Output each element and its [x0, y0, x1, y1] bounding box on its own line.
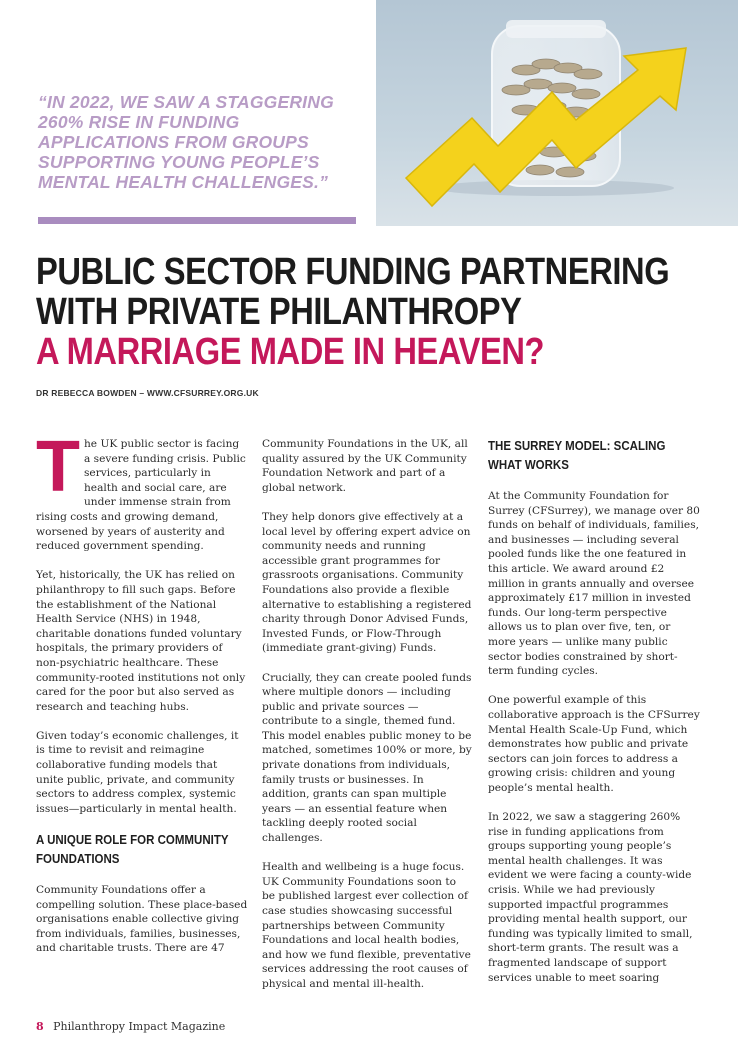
paragraph: In 2022, we saw a staggering 260% rise in funding applications from groups supporting young people’s mental health challenges. It was evident we were facing a county-wide crisis. While we had previously supported impactful programmes providing mental health support, our funding was typically limited to small, short-term grants. The result was a fragmented landscape of support services unable to meet soaring	[488, 811, 693, 984]
article-column-3	[488, 437, 700, 1000]
paragraph: Yet, historically, the UK has relied on philanthropy to fill such gaps. Before the establishment of the National Health Service (NHS) in 1948, charitable donations funded voluntary hospitals, the primary providers of non-psychiatric healthcare. These community-rooted institutions not only cared for the poor but also served as research and teaching hubs.	[36, 569, 246, 713]
headline-subtitle: A MARRIAGE MADE IN HEAVEN?	[36, 331, 545, 373]
intro-paragraph	[36, 427, 248, 554]
hero-photo	[376, 0, 738, 226]
paragraph: Health and wellbeing is a huge focus. UK Community Foundations soon to be published largest ever collection of case studies showcasing successful partnerships between Community Foundations and local health bodies, and how we fund flexible, preventative services addressing the root causes of physical and mental ill-health.	[262, 861, 471, 990]
pull-quote: “IN 2022, WE SAW A STAGGERING 260% RISE IN FUNDING APPLICATIONS FROM GROUPS SUPPORTING YOUNG PEOPLE’S MENTAL HEALTH CHALLENGES.”	[38, 92, 334, 192]
headline-line-1: PUBLIC SECTOR FUNDING PARTNERING	[36, 251, 670, 293]
paragraph: At the Community Foundation for Surrey (CFSurrey), we manage over 80 funds on behalf of individuals, families, and businesses — including several pooled funds like the one featured in this article. We award around £2 million in grants annually and oversee approximately £17 million in invested funds. Our long-term perspective allows us to plan over five, ten, or more years — unlike many public sector bodies constrained by short-term funding cycles.	[488, 490, 700, 678]
article-column-1	[36, 427, 248, 971]
article-column-2	[262, 437, 472, 1006]
paragraph: Crucially, they can create pooled funds where multiple donors — including public and private sources — contribute to a single, themed fund. This model enables public money to be matched, sometimes 100% or more, by private donations from individuals, family trusts or businesses. In addition, grants can span multiple years — an essential feature when tackling deeply rooted social challenges.	[262, 671, 472, 845]
subheading-unique-role: A UNIQUE ROLE FOR COMMUNITY FOUNDATIONS	[36, 833, 229, 867]
headline-line-2: WITH PRIVATE PHILANTHROPY	[36, 291, 522, 333]
pull-quote-bar	[38, 217, 356, 224]
paragraph: One powerful example of this collaborative approach is the CFSurrey Mental Health Scale-Up Fund, which demonstrates how public and private sectors can join forces to address a growing crisis: children and young people’s mental health.	[488, 694, 700, 794]
paragraph: Community Foundations offer a compelling solution. These place-based organisations enable collective giving from individuals, families, businesses, and charitable trusts. There are 47	[36, 884, 248, 955]
page-number: 8	[36, 1020, 44, 1033]
magazine-name: Philanthropy Impact Magazine	[53, 1020, 226, 1033]
paragraph-text: he UK public sector is facing a severe funding crisis. Public services, particularly in health and social care, are under immense strain from rising costs and growing demand, worsened by years of austerity and reduced government spending.	[36, 438, 246, 553]
paragraph: Community Foundations in the UK, all quality assured by the UK Community Foundation Network and part of a global network.	[262, 438, 468, 494]
subheading-surrey-model: THE SURREY MODEL: SCALING WHAT WORKS	[488, 439, 666, 472]
paragraph: They help donors give effectively at a local level by offering expert advice on community needs and running accessible grant programmes for grassroots organisations. Community Foundations also provide a flexible alternative to establishing a registered charity through Donor Advised Funds, Invested Funds, or Flow-Through (immediate grant-giving) Funds.	[262, 510, 472, 655]
byline: DR REBECCA BOWDEN – WWW.CFSURREY.ORG.UK	[36, 388, 259, 398]
coin-jar-arrow-illustration	[376, 0, 738, 226]
headline	[36, 252, 690, 372]
drop-cap: T	[36, 427, 80, 507]
paragraph: Given today’s economic challenges, it is time to revisit and reimagine collaborative funding models that unite public, private, and community sectors to address complex, systemic issues—particularly in mental health.	[36, 729, 239, 815]
page-footer	[36, 1020, 225, 1033]
